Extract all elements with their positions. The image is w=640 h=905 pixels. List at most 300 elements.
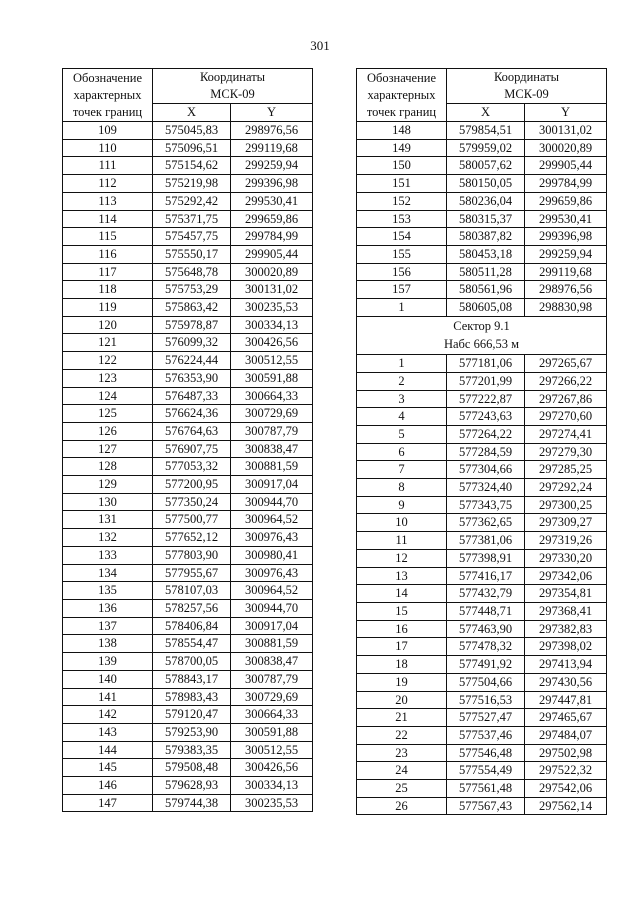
table-row bbox=[63, 706, 313, 724]
x-coordinate-cell: 579253,90 bbox=[153, 723, 231, 741]
x-coordinate-cell: 579854,51 bbox=[447, 122, 525, 140]
point-number-cell: 142 bbox=[63, 706, 153, 724]
y-coordinate-cell: 297342,06 bbox=[525, 567, 607, 585]
section-subtitle: Набс 666,53 м bbox=[443, 337, 520, 352]
coordinates-header bbox=[447, 69, 607, 104]
point-number-cell: 146 bbox=[63, 777, 153, 795]
point-number-cell: 132 bbox=[63, 529, 153, 547]
y-coordinate-cell: 297292,24 bbox=[525, 479, 607, 497]
point-number-cell: 14 bbox=[357, 585, 447, 603]
y-coordinate-cell: 297265,67 bbox=[525, 355, 607, 373]
x-coordinate-cell: 577416,17 bbox=[447, 567, 525, 585]
y-coordinate-cell: 298976,56 bbox=[231, 122, 313, 140]
point-number-cell: 15 bbox=[357, 602, 447, 620]
point-number-cell: 16 bbox=[357, 620, 447, 638]
x-coordinate-cell: 577803,90 bbox=[153, 546, 231, 564]
y-coordinate-cell: 299396,98 bbox=[231, 175, 313, 193]
table-row bbox=[63, 653, 313, 671]
point-number-cell: 136 bbox=[63, 599, 153, 617]
y-coordinate-cell: 300334,13 bbox=[231, 316, 313, 334]
y-coordinate-cell: 300591,88 bbox=[231, 723, 313, 741]
point-number-cell: 22 bbox=[357, 726, 447, 744]
x-coordinate-cell: 577222,87 bbox=[447, 390, 525, 408]
coordinates-header bbox=[153, 69, 313, 104]
point-number-cell: 120 bbox=[63, 316, 153, 334]
point-number-cell: 144 bbox=[63, 741, 153, 759]
point-number-cell: 131 bbox=[63, 511, 153, 529]
point-number-cell: 139 bbox=[63, 653, 153, 671]
y-coordinate-cell: 297562,14 bbox=[525, 797, 607, 815]
table-row bbox=[63, 352, 313, 370]
table-row bbox=[63, 263, 313, 281]
x-coordinate-cell: 579959,02 bbox=[447, 139, 525, 157]
y-coordinate-cell: 297279,30 bbox=[525, 443, 607, 461]
x-column-header: X bbox=[447, 104, 525, 122]
y-coordinate-cell: 300729,69 bbox=[231, 405, 313, 423]
y-coordinate-cell: 297354,81 bbox=[525, 585, 607, 603]
table-row bbox=[357, 245, 607, 263]
y-coordinate-cell: 300020,89 bbox=[231, 263, 313, 281]
table-row bbox=[63, 688, 313, 706]
table-row bbox=[357, 175, 607, 193]
y-coordinate-cell: 297319,26 bbox=[525, 532, 607, 550]
x-coordinate-cell: 577324,40 bbox=[447, 479, 525, 497]
table-row bbox=[357, 567, 607, 585]
x-coordinate-cell: 579383,35 bbox=[153, 741, 231, 759]
point-number-cell: 19 bbox=[357, 673, 447, 691]
point-number-cell: 119 bbox=[63, 299, 153, 317]
table-row bbox=[63, 670, 313, 688]
y-coordinate-cell: 299784,99 bbox=[231, 228, 313, 246]
table-row bbox=[63, 511, 313, 529]
table-row bbox=[357, 372, 607, 390]
designation-line-2: характерных bbox=[367, 87, 436, 102]
section-block bbox=[357, 316, 607, 354]
x-coordinate-cell: 577200,95 bbox=[153, 476, 231, 494]
y-coordinate-cell: 297398,02 bbox=[525, 638, 607, 656]
table-row bbox=[63, 139, 313, 157]
x-coordinate-cell: 575457,75 bbox=[153, 228, 231, 246]
y-coordinate-cell: 297413,94 bbox=[525, 656, 607, 674]
designation-line-1: Обозначение bbox=[366, 70, 437, 85]
y-coordinate-cell: 300976,43 bbox=[231, 529, 313, 547]
y-coordinate-cell: 300512,55 bbox=[231, 352, 313, 370]
x-coordinate-cell: 577432,79 bbox=[447, 585, 525, 603]
x-coordinate-cell: 576764,63 bbox=[153, 422, 231, 440]
x-coordinate-cell: 577304,66 bbox=[447, 461, 525, 479]
table-row bbox=[357, 726, 607, 744]
x-coordinate-cell: 576487,33 bbox=[153, 387, 231, 405]
table-row bbox=[357, 514, 607, 532]
x-coordinate-cell: 575371,75 bbox=[153, 210, 231, 228]
point-number-cell: 123 bbox=[63, 369, 153, 387]
table-row bbox=[63, 369, 313, 387]
table-row bbox=[63, 299, 313, 317]
y-coordinate-cell: 299784,99 bbox=[525, 175, 607, 193]
x-coordinate-cell: 578843,17 bbox=[153, 670, 231, 688]
x-coordinate-cell: 576624,36 bbox=[153, 405, 231, 423]
table-row bbox=[63, 529, 313, 547]
x-coordinate-cell: 577554,49 bbox=[447, 762, 525, 780]
table-row bbox=[357, 496, 607, 514]
point-number-cell: 117 bbox=[63, 263, 153, 281]
point-number-cell: 7 bbox=[357, 461, 447, 479]
y-coordinate-cell: 297522,32 bbox=[525, 762, 607, 780]
x-coordinate-cell: 576099,32 bbox=[153, 334, 231, 352]
point-number-cell: 11 bbox=[357, 532, 447, 550]
y-coordinate-cell: 300334,13 bbox=[231, 777, 313, 795]
x-coordinate-cell: 577491,92 bbox=[447, 656, 525, 674]
y-coordinate-cell: 297267,86 bbox=[525, 390, 607, 408]
y-coordinate-cell: 300944,70 bbox=[231, 599, 313, 617]
point-number-cell: 17 bbox=[357, 638, 447, 656]
y-coordinate-cell: 297465,67 bbox=[525, 709, 607, 727]
point-number-cell: 5 bbox=[357, 425, 447, 443]
y-coordinate-cell: 299396,98 bbox=[525, 228, 607, 246]
x-coordinate-cell: 580387,82 bbox=[447, 228, 525, 246]
table-row bbox=[357, 602, 607, 620]
y-coordinate-cell: 300917,04 bbox=[231, 617, 313, 635]
table-row bbox=[63, 458, 313, 476]
table-row bbox=[357, 532, 607, 550]
y-coordinate-cell: 297285,25 bbox=[525, 461, 607, 479]
page-number: 301 bbox=[310, 38, 330, 53]
table-row bbox=[357, 157, 607, 175]
x-coordinate-cell: 575978,87 bbox=[153, 316, 231, 334]
table-row bbox=[63, 387, 313, 405]
coordinates-line-1: Координаты bbox=[199, 70, 266, 84]
x-coordinate-cell: 577243,63 bbox=[447, 408, 525, 426]
point-number-cell: 8 bbox=[357, 479, 447, 497]
y-coordinate-cell: 300881,59 bbox=[231, 458, 313, 476]
x-coordinate-cell: 575154,62 bbox=[153, 157, 231, 175]
section-heading bbox=[357, 316, 607, 354]
point-number-cell: 4 bbox=[357, 408, 447, 426]
table-row bbox=[357, 620, 607, 638]
point-number-cell: 140 bbox=[63, 670, 153, 688]
y-coordinate-cell: 300729,69 bbox=[231, 688, 313, 706]
x-coordinate-cell: 580150,05 bbox=[447, 175, 525, 193]
x-coordinate-cell: 579628,93 bbox=[153, 777, 231, 795]
x-coordinate-cell: 575219,98 bbox=[153, 175, 231, 193]
y-coordinate-cell: 300838,47 bbox=[231, 440, 313, 458]
table-row bbox=[357, 443, 607, 461]
x-coordinate-cell: 579120,47 bbox=[153, 706, 231, 724]
table-row bbox=[63, 582, 313, 600]
point-number-cell: 130 bbox=[63, 493, 153, 511]
table-row bbox=[63, 794, 313, 812]
x-column-header: X bbox=[153, 104, 231, 122]
x-coordinate-cell: 576353,90 bbox=[153, 369, 231, 387]
x-coordinate-cell: 578554,47 bbox=[153, 635, 231, 653]
table-row bbox=[357, 780, 607, 798]
y-coordinate-cell: 297502,98 bbox=[525, 744, 607, 762]
x-coordinate-cell: 577350,24 bbox=[153, 493, 231, 511]
point-number-cell: 26 bbox=[357, 797, 447, 815]
designation-header bbox=[357, 69, 447, 122]
point-number-cell: 152 bbox=[357, 192, 447, 210]
point-number-cell: 127 bbox=[63, 440, 153, 458]
x-coordinate-cell: 577537,46 bbox=[447, 726, 525, 744]
y-column-header: Y bbox=[525, 104, 607, 122]
x-coordinate-cell: 580511,28 bbox=[447, 263, 525, 281]
point-number-cell: 1 bbox=[357, 355, 447, 373]
x-coordinate-cell: 575292,42 bbox=[153, 192, 231, 210]
right-table-body-bottom bbox=[357, 355, 607, 815]
x-coordinate-cell: 577652,12 bbox=[153, 529, 231, 547]
point-number-cell: 1 bbox=[357, 299, 447, 317]
table-row bbox=[63, 281, 313, 299]
x-coordinate-cell: 580236,04 bbox=[447, 192, 525, 210]
table-row bbox=[357, 228, 607, 246]
y-coordinate-cell: 300787,79 bbox=[231, 670, 313, 688]
table-row bbox=[63, 741, 313, 759]
table-row bbox=[63, 599, 313, 617]
x-coordinate-cell: 575648,78 bbox=[153, 263, 231, 281]
y-coordinate-cell: 300838,47 bbox=[231, 653, 313, 671]
y-coordinate-cell: 300964,52 bbox=[231, 511, 313, 529]
table-row bbox=[63, 493, 313, 511]
y-coordinate-cell: 297484,07 bbox=[525, 726, 607, 744]
point-number-cell: 116 bbox=[63, 245, 153, 263]
point-number-cell: 151 bbox=[357, 175, 447, 193]
y-coordinate-cell: 300131,02 bbox=[525, 122, 607, 140]
y-coordinate-cell: 300235,53 bbox=[231, 299, 313, 317]
point-number-cell: 122 bbox=[63, 352, 153, 370]
y-coordinate-cell: 297266,22 bbox=[525, 372, 607, 390]
point-number-cell: 145 bbox=[63, 759, 153, 777]
x-coordinate-cell: 577398,91 bbox=[447, 549, 525, 567]
table-row bbox=[63, 759, 313, 777]
y-coordinate-cell: 297274,41 bbox=[525, 425, 607, 443]
point-number-cell: 3 bbox=[357, 390, 447, 408]
table-row bbox=[357, 709, 607, 727]
table-row bbox=[63, 405, 313, 423]
point-number-cell: 24 bbox=[357, 762, 447, 780]
point-number-cell: 156 bbox=[357, 263, 447, 281]
y-coordinate-cell: 299530,41 bbox=[525, 210, 607, 228]
table-row bbox=[357, 299, 607, 317]
y-coordinate-cell: 300964,52 bbox=[231, 582, 313, 600]
table-row bbox=[357, 797, 607, 815]
point-number-cell: 112 bbox=[63, 175, 153, 193]
x-coordinate-cell: 577546,48 bbox=[447, 744, 525, 762]
point-number-cell: 9 bbox=[357, 496, 447, 514]
table-row bbox=[63, 122, 313, 140]
x-coordinate-cell: 577463,90 bbox=[447, 620, 525, 638]
table-row bbox=[357, 139, 607, 157]
table-row bbox=[63, 334, 313, 352]
table-row bbox=[63, 546, 313, 564]
y-coordinate-cell: 300591,88 bbox=[231, 369, 313, 387]
table-row bbox=[357, 461, 607, 479]
table-row bbox=[63, 564, 313, 582]
x-coordinate-cell: 580561,96 bbox=[447, 281, 525, 299]
x-coordinate-cell: 577053,32 bbox=[153, 458, 231, 476]
y-coordinate-cell: 298830,98 bbox=[525, 299, 607, 317]
section-title: Сектор 9.1 bbox=[453, 318, 510, 333]
point-number-cell: 110 bbox=[63, 139, 153, 157]
point-number-cell: 118 bbox=[63, 281, 153, 299]
table-row bbox=[357, 425, 607, 443]
designation-line-2: характерных bbox=[73, 87, 142, 102]
x-coordinate-cell: 575753,29 bbox=[153, 281, 231, 299]
x-coordinate-cell: 577527,47 bbox=[447, 709, 525, 727]
point-number-cell: 137 bbox=[63, 617, 153, 635]
table-row bbox=[357, 122, 607, 140]
table-row bbox=[63, 635, 313, 653]
point-number-cell: 147 bbox=[63, 794, 153, 812]
right-coordinates-table bbox=[356, 68, 607, 815]
table-row bbox=[357, 210, 607, 228]
table-row bbox=[63, 777, 313, 795]
table-row bbox=[357, 408, 607, 426]
x-coordinate-cell: 576224,44 bbox=[153, 352, 231, 370]
x-coordinate-cell: 580057,62 bbox=[447, 157, 525, 175]
y-coordinate-cell: 297300,25 bbox=[525, 496, 607, 514]
table-row bbox=[357, 281, 607, 299]
table-row bbox=[357, 549, 607, 567]
point-number-cell: 13 bbox=[357, 567, 447, 585]
table-row bbox=[63, 440, 313, 458]
point-number-cell: 2 bbox=[357, 372, 447, 390]
y-coordinate-cell: 298976,56 bbox=[525, 281, 607, 299]
x-coordinate-cell: 580315,37 bbox=[447, 210, 525, 228]
x-coordinate-cell: 577504,66 bbox=[447, 673, 525, 691]
table-row bbox=[357, 192, 607, 210]
point-number-cell: 149 bbox=[357, 139, 447, 157]
table-row bbox=[63, 422, 313, 440]
coordinates-line-1: Координаты bbox=[493, 70, 560, 84]
left-coordinates-table bbox=[62, 68, 313, 812]
point-number-cell: 138 bbox=[63, 635, 153, 653]
table-row bbox=[63, 157, 313, 175]
point-number-cell: 124 bbox=[63, 387, 153, 405]
point-number-cell: 10 bbox=[357, 514, 447, 532]
table-row bbox=[63, 210, 313, 228]
y-coordinate-cell: 300976,43 bbox=[231, 564, 313, 582]
point-number-cell: 141 bbox=[63, 688, 153, 706]
y-coordinate-cell: 299905,44 bbox=[231, 245, 313, 263]
designation-header bbox=[63, 69, 153, 122]
x-coordinate-cell: 577516,53 bbox=[447, 691, 525, 709]
table-row bbox=[63, 723, 313, 741]
point-number-cell: 121 bbox=[63, 334, 153, 352]
x-coordinate-cell: 577478,32 bbox=[447, 638, 525, 656]
table-row bbox=[357, 263, 607, 281]
point-number-cell: 150 bbox=[357, 157, 447, 175]
x-coordinate-cell: 580605,08 bbox=[447, 299, 525, 317]
y-coordinate-cell: 300980,41 bbox=[231, 546, 313, 564]
y-coordinate-cell: 297330,20 bbox=[525, 549, 607, 567]
point-number-cell: 154 bbox=[357, 228, 447, 246]
point-number-cell: 125 bbox=[63, 405, 153, 423]
point-number-cell: 114 bbox=[63, 210, 153, 228]
x-coordinate-cell: 576907,75 bbox=[153, 440, 231, 458]
x-coordinate-cell: 577448,71 bbox=[447, 602, 525, 620]
coordinates-line-2: МСК-09 bbox=[210, 87, 255, 101]
point-number-cell: 148 bbox=[357, 122, 447, 140]
y-column-header: Y bbox=[231, 104, 313, 122]
coordinates-line-2: МСК-09 bbox=[504, 87, 549, 101]
y-coordinate-cell: 297430,56 bbox=[525, 673, 607, 691]
y-coordinate-cell: 300917,04 bbox=[231, 476, 313, 494]
point-number-cell: 129 bbox=[63, 476, 153, 494]
designation-line-3: точек границ bbox=[72, 104, 143, 119]
point-number-cell: 12 bbox=[357, 549, 447, 567]
point-number-cell: 155 bbox=[357, 245, 447, 263]
left-table-body bbox=[63, 122, 313, 812]
table-row bbox=[357, 585, 607, 603]
y-coordinate-cell: 299119,68 bbox=[231, 139, 313, 157]
table-row bbox=[357, 355, 607, 373]
x-coordinate-cell: 577343,75 bbox=[447, 496, 525, 514]
left-table-header bbox=[63, 69, 313, 122]
x-coordinate-cell: 577381,06 bbox=[447, 532, 525, 550]
table-row bbox=[63, 316, 313, 334]
y-coordinate-cell: 300426,56 bbox=[231, 334, 313, 352]
point-number-cell: 23 bbox=[357, 744, 447, 762]
x-coordinate-cell: 577955,67 bbox=[153, 564, 231, 582]
point-number-cell: 111 bbox=[63, 157, 153, 175]
x-coordinate-cell: 577284,59 bbox=[447, 443, 525, 461]
y-coordinate-cell: 297382,83 bbox=[525, 620, 607, 638]
y-coordinate-cell: 299259,94 bbox=[525, 245, 607, 263]
table-row bbox=[357, 673, 607, 691]
x-coordinate-cell: 577567,43 bbox=[447, 797, 525, 815]
x-coordinate-cell: 578700,05 bbox=[153, 653, 231, 671]
point-number-cell: 20 bbox=[357, 691, 447, 709]
x-coordinate-cell: 577500,77 bbox=[153, 511, 231, 529]
x-coordinate-cell: 579744,38 bbox=[153, 794, 231, 812]
table-row bbox=[357, 744, 607, 762]
x-coordinate-cell: 578257,56 bbox=[153, 599, 231, 617]
y-coordinate-cell: 300944,70 bbox=[231, 493, 313, 511]
x-coordinate-cell: 579508,48 bbox=[153, 759, 231, 777]
point-number-cell: 143 bbox=[63, 723, 153, 741]
table-row bbox=[63, 192, 313, 210]
point-number-cell: 153 bbox=[357, 210, 447, 228]
y-coordinate-cell: 300664,33 bbox=[231, 706, 313, 724]
point-number-cell: 134 bbox=[63, 564, 153, 582]
y-coordinate-cell: 297368,41 bbox=[525, 602, 607, 620]
table-row bbox=[357, 656, 607, 674]
point-number-cell: 113 bbox=[63, 192, 153, 210]
table-row bbox=[357, 691, 607, 709]
designation-line-3: точек границ bbox=[366, 104, 437, 119]
y-coordinate-cell: 300426,56 bbox=[231, 759, 313, 777]
y-coordinate-cell: 300664,33 bbox=[231, 387, 313, 405]
y-coordinate-cell: 299905,44 bbox=[525, 157, 607, 175]
y-coordinate-cell: 299659,86 bbox=[231, 210, 313, 228]
y-coordinate-cell: 300131,02 bbox=[231, 281, 313, 299]
point-number-cell: 6 bbox=[357, 443, 447, 461]
x-coordinate-cell: 575045,83 bbox=[153, 122, 231, 140]
y-coordinate-cell: 299530,41 bbox=[231, 192, 313, 210]
x-coordinate-cell: 577362,65 bbox=[447, 514, 525, 532]
point-number-cell: 109 bbox=[63, 122, 153, 140]
point-number-cell: 21 bbox=[357, 709, 447, 727]
x-coordinate-cell: 575550,17 bbox=[153, 245, 231, 263]
table-row bbox=[357, 479, 607, 497]
y-coordinate-cell: 300020,89 bbox=[525, 139, 607, 157]
y-coordinate-cell: 297270,60 bbox=[525, 408, 607, 426]
x-coordinate-cell: 577201,99 bbox=[447, 372, 525, 390]
point-number-cell: 126 bbox=[63, 422, 153, 440]
table-row bbox=[63, 617, 313, 635]
y-coordinate-cell: 297309,27 bbox=[525, 514, 607, 532]
point-number-cell: 115 bbox=[63, 228, 153, 246]
